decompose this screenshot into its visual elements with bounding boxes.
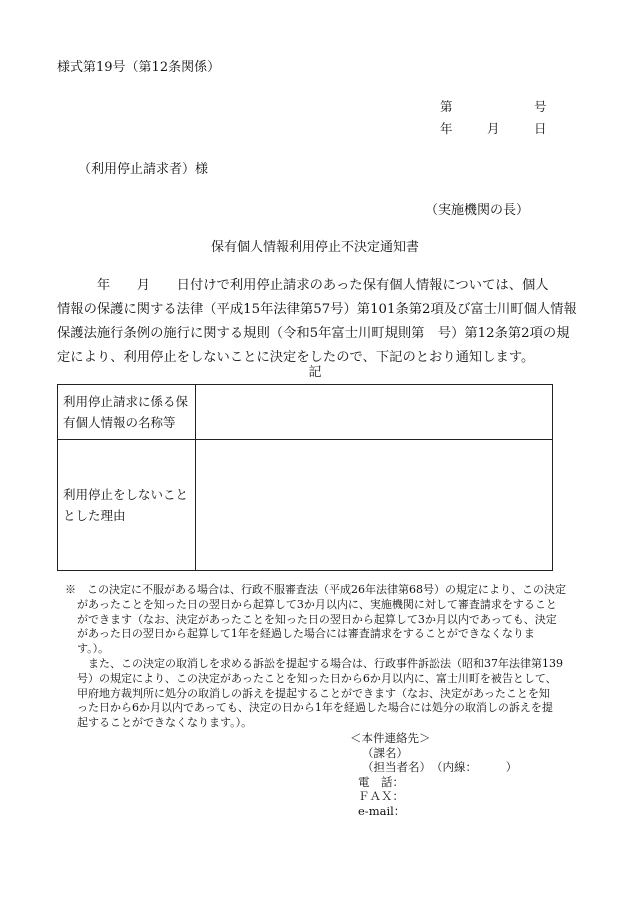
- date-year: 年: [440, 121, 453, 136]
- document-title: 保有個人情報利用停止不決定通知書: [210, 240, 419, 255]
- note-line: った日から6か月以内であっても、決定の日から1年を経過した場合には処分の取消しの訴えを提: [77, 701, 553, 715]
- note-line: 甲府地方裁判所に処分の取消しの訴えを提起することができます（なお、決定があったことを知: [77, 686, 550, 700]
- agency-head: （実施機関の長）: [425, 203, 530, 218]
- label-line: 利用停止をしないこと: [63, 487, 189, 502]
- date-day: 日: [534, 121, 547, 136]
- note-line: また、この決定の取消しを求める訴訟を提起する場合は、行政事件訴訟法（昭和37年法律第139: [77, 656, 563, 670]
- note-line: す。）。: [77, 642, 110, 656]
- body-paragraph: [57, 274, 577, 370]
- contact-heading: ＜本件連絡先＞: [350, 731, 431, 745]
- contact-phone: 電 話：: [358, 774, 404, 789]
- note-line: ができます（なお、決定があったことを知った日の翌日から起算して3か月以内であっても、決定: [77, 612, 557, 626]
- note-line: があった日の翌日から起算して1年を経過した場合には審査請求をすることができなくなりま: [77, 627, 535, 641]
- reason-value[interactable]: [196, 440, 553, 571]
- contact-section: （課名）: [362, 745, 408, 760]
- requester-addressee: （利用停止請求者）様: [78, 162, 209, 177]
- contact-block: [350, 731, 517, 818]
- info-name-label: [58, 385, 196, 440]
- label-line: 有個人情報の名称等: [63, 415, 176, 430]
- note-line: ※ この決定に不服がある場合は、行政不服審査法（平成26年法律第68号）の規定により、この決定: [65, 583, 566, 596]
- note-line: 号）の規定により、この決定があったことを知った日から6か月以内に、富士川町を被告として、: [77, 671, 557, 685]
- info-name-value[interactable]: [196, 385, 553, 440]
- date-month: 月: [487, 121, 500, 136]
- body-line: 年 月 日付けで利用停止請求のあった保有個人情報については、個人: [57, 278, 549, 293]
- contact-email: e-mail：: [358, 803, 406, 818]
- form-number: 様式第19号（第12条関係）: [57, 60, 221, 75]
- label-line: とした理由: [63, 508, 126, 523]
- body-line: 定により、利用停止をしないことに決定をしたので、下記のとおり通知します。: [57, 350, 535, 365]
- body-line: 保護法施行条例の施行に関する規則（令和5年富士川町規則第 号）第12条第2項の規: [57, 326, 570, 341]
- appeal-notice: [65, 583, 575, 731]
- contact-fax: ＦＡＸ：: [358, 789, 404, 803]
- table-row: [58, 440, 553, 571]
- table-row: [58, 385, 553, 440]
- note-line: があったことを知った日の翌日から起算して3か月以内に、実施機関に対して審査請求をすること: [77, 597, 557, 611]
- body-line: 情報の保護に関する法律（平成15年法律第57号）第101条第2項及び富士川町個人情報: [57, 302, 577, 317]
- label-line: 利用停止請求に係る保: [63, 394, 189, 409]
- number-prefix: 第: [440, 99, 453, 114]
- details-table: [57, 384, 553, 571]
- reason-label: [58, 440, 196, 571]
- number-suffix: 号: [534, 99, 547, 114]
- note-line: 起することができなくなります。）。: [77, 716, 253, 730]
- ki-heading: 記: [308, 365, 322, 380]
- contact-person: （担当者名） （内線： ）: [362, 760, 518, 774]
